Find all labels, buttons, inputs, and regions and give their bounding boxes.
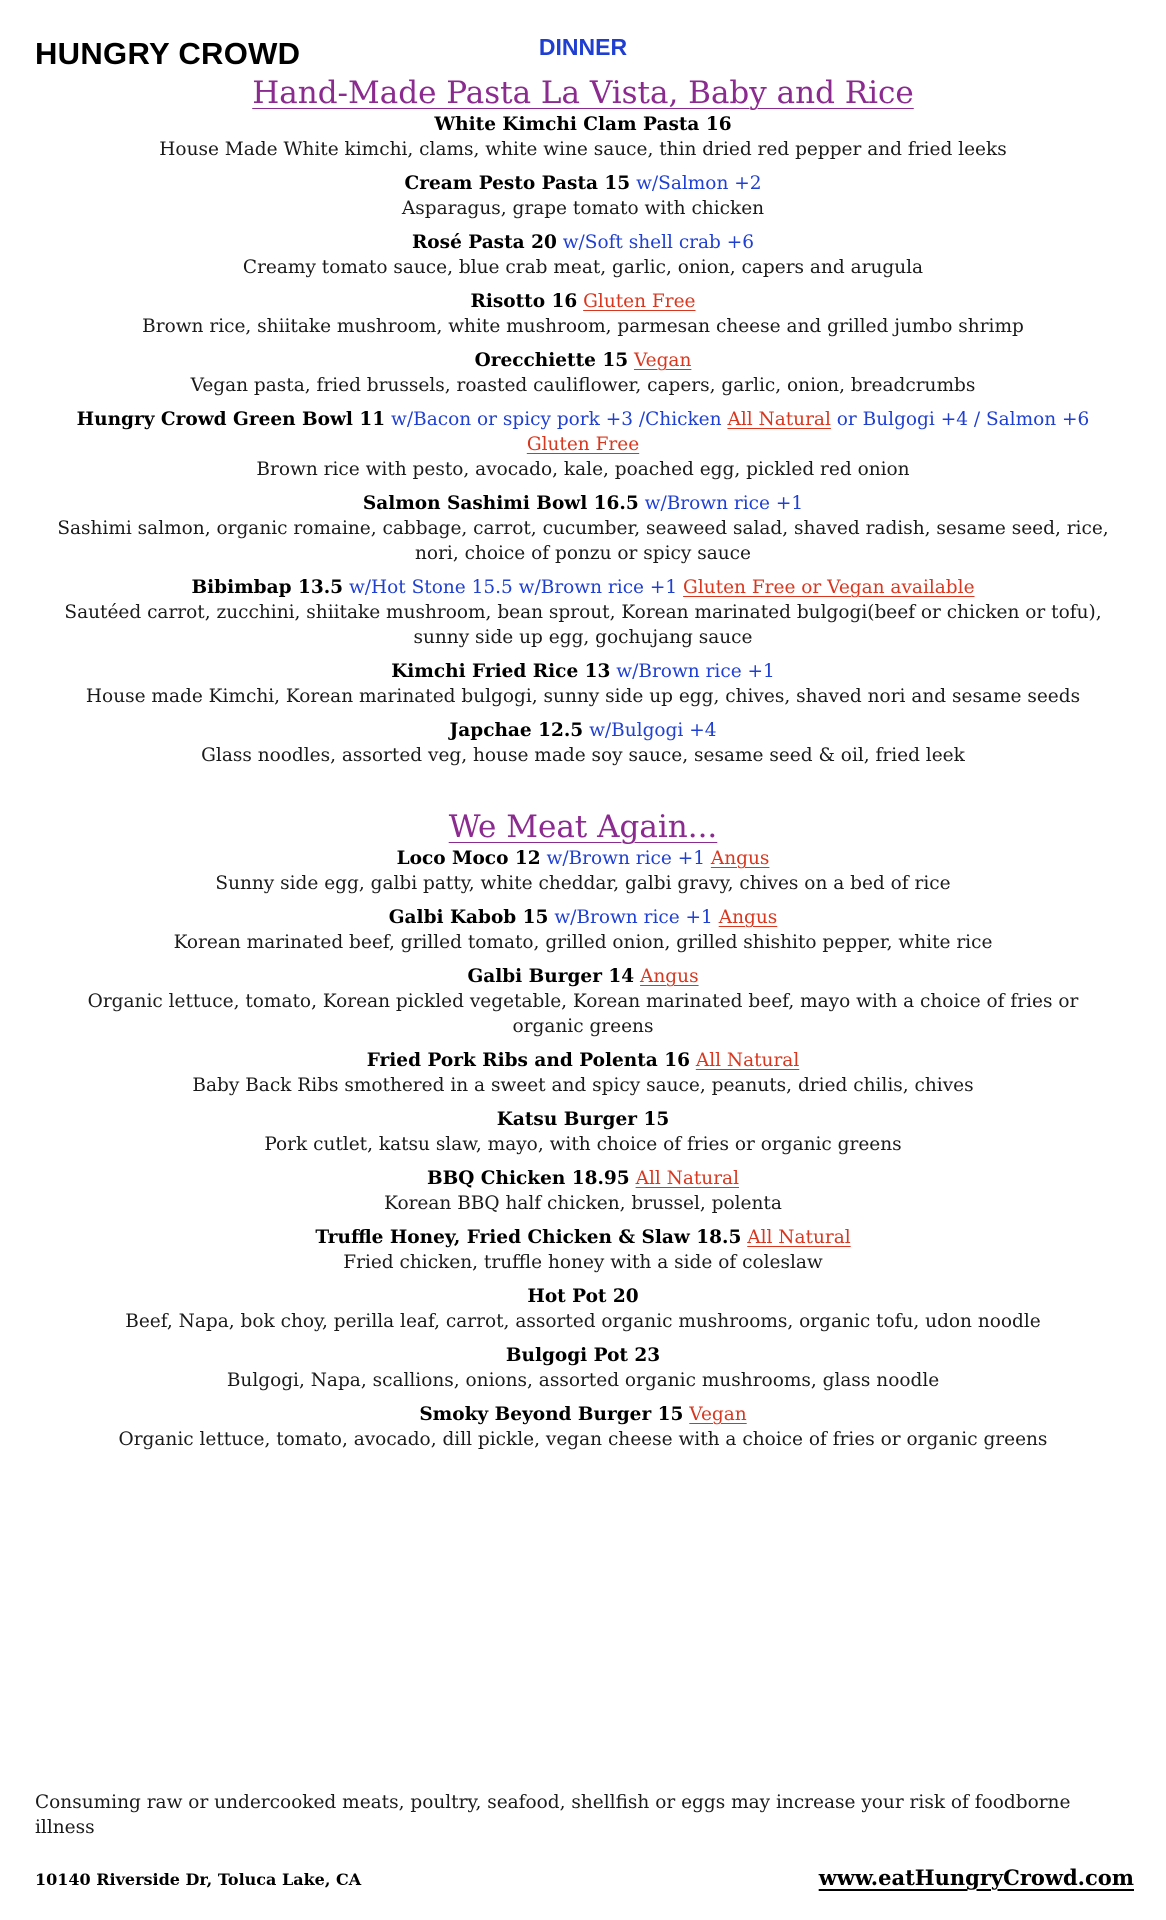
brand-name: HUNGRY CROWD — [35, 36, 301, 71]
menu-item-heading — [0, 230, 1166, 255]
menu-item-tag: All Natural — [695, 1050, 800, 1071]
menu-item-heading — [0, 1343, 1166, 1368]
menu-item-description: Beef, Napa, bok choy, perilla leaf, carrot, assorted organic mushrooms, organic tofu, udon noodle — [125, 1311, 1041, 1332]
menu-item-option: w/Brown rice +1 — [616, 661, 775, 682]
menu-item-tag: All Natural — [747, 1227, 851, 1248]
menu-item-tag: Gluten Free — [526, 434, 640, 455]
menu-item-description: House made Kimchi, Korean marinated bulgogi, sunny side up egg, chives, shaved nori and sesame seeds — [85, 686, 1081, 707]
restaurant-address: 10140 Riverside Dr, Toluca Lake, CA — [35, 1870, 362, 1889]
menu-item-heading — [0, 1284, 1166, 1309]
menu-item — [0, 1402, 1166, 1452]
menu-item-name: Galbi Kabob 15 — [388, 907, 549, 928]
menu-item-heading — [0, 1166, 1166, 1191]
menu-item-name: BBQ Chicken 18.95 — [426, 1168, 630, 1189]
menu-item-heading — [0, 1402, 1166, 1427]
menu-item-name: Bulgogi Pot 23 — [505, 1345, 661, 1366]
menu-item — [0, 718, 1166, 768]
menu-item-heading — [0, 112, 1166, 137]
menu-item — [0, 1284, 1166, 1334]
menu-item-heading — [0, 905, 1166, 930]
menu-body — [0, 74, 1166, 1461]
menu-item-description: Korean marinated beef, grilled tomato, grilled onion, grilled shishito pepper, white rice — [173, 932, 993, 953]
menu-item-option: w/Soft shell crab +6 — [562, 232, 755, 253]
menu-item-name: Smoky Beyond Burger 15 — [419, 1404, 684, 1425]
menu-item-tag: All Natural — [635, 1168, 740, 1189]
menu-item-description: Vegan pasta, fried brussels, roasted cauliflower, capers, garlic, onion, breadcrumbs — [190, 375, 976, 396]
menu-item-description: House Made White kimchi, clams, white wine sauce, thin dried red pepper and fried leeks — [159, 139, 1007, 160]
menu-item-heading — [0, 289, 1166, 314]
section-title-text: Hand-Made Pasta La Vista, Baby and Rice — [252, 75, 914, 111]
menu-item-name: Hungry Crowd Green Bowl 11 — [76, 409, 386, 430]
menu-item-description: Sashimi salmon, organic romaine, cabbage, carrot, cucumber, seaweed salad, shaved radish, sesame seed, rice, nori, choice of ponzu or spicy sauce — [57, 518, 1109, 564]
menu-item-heading — [0, 1225, 1166, 1250]
menu-item-name: White Kimchi Clam Pasta 16 — [434, 114, 732, 135]
menu-item-name: Loco Moco 12 — [396, 848, 541, 869]
menu-item-description: Brown rice with pesto, avocado, kale, poached egg, pickled red onion — [256, 459, 910, 480]
menu-item — [0, 171, 1166, 221]
menu-item-tag: Gluten Free or Vegan available — [683, 577, 975, 598]
menu-item-name: Rosé Pasta 20 — [411, 232, 557, 253]
menu-item — [0, 964, 1166, 1039]
menu-item — [0, 112, 1166, 162]
menu-item — [0, 230, 1166, 280]
menu-item-option: w/Salmon +2 — [636, 173, 762, 194]
menu-item — [0, 905, 1166, 955]
menu-item-name: Bibimbap 13.5 — [191, 577, 344, 598]
menu-item — [0, 659, 1166, 709]
menu-item-tag: Angus — [718, 907, 778, 928]
menu-item-name: Orecchiette 15 — [474, 350, 629, 371]
menu-item-heading — [0, 1048, 1166, 1073]
menu-item — [0, 348, 1166, 398]
menu-item-heading — [0, 964, 1166, 989]
menu-item-tag: All Natural — [727, 409, 831, 430]
menu-item-option: w/Bulgogi +4 — [589, 720, 717, 741]
menu-item — [0, 1225, 1166, 1275]
menu-item-description: Sautéed carrot, zucchini, shiitake mushroom, bean sprout, Korean marinated bulgogi(beef or chicken or tofu), sunny side up egg, gochujang sauce — [64, 602, 1102, 648]
menu-item — [0, 1107, 1166, 1157]
menu-item — [0, 491, 1166, 566]
menu-item — [0, 575, 1166, 650]
menu-item-description: Baby Back Ribs smothered in a sweet and spicy sauce, peanuts, dried chilis, chives — [192, 1075, 974, 1096]
menu-item-name: Hot Pot 20 — [527, 1286, 639, 1307]
menu-item-tag: Vegan — [689, 1404, 747, 1425]
menu-item — [0, 289, 1166, 339]
menu-item — [0, 1343, 1166, 1393]
menu-item-description: Pork cutlet, katsu slaw, mayo, with choice of fries or organic greens — [264, 1134, 902, 1155]
menu-item-description: Bulgogi, Napa, scallions, onions, assorted organic mushrooms, glass noodle — [226, 1370, 940, 1391]
menu-item-tag: Angus — [640, 966, 699, 987]
menu-item-heading — [0, 846, 1166, 871]
menu-item-option: w/Brown rice +1 — [546, 848, 705, 869]
menu-item-tag: Angus — [710, 848, 770, 869]
menu-item-name: Cream Pesto Pasta 15 — [404, 173, 631, 194]
menu-item-name: Kimchi Fried Rice 13 — [391, 661, 611, 682]
menu-item-description: Korean BBQ half chicken, brussel, polenta — [384, 1193, 782, 1214]
menu-item-name: Truffle Honey, Fried Chicken & Slaw 18.5 — [315, 1227, 742, 1248]
website-link[interactable]: www.eatHungryCrowd.com — [818, 1865, 1134, 1890]
menu-item-heading — [0, 171, 1166, 196]
menu-item-option: w/Brown rice +1 — [644, 493, 804, 514]
menu-item-heading — [0, 1107, 1166, 1132]
section-title — [0, 74, 1166, 112]
menu-item-heading — [0, 659, 1166, 684]
menu-item-tag: Gluten Free — [583, 291, 696, 312]
menu-item-tag: Vegan — [633, 350, 692, 371]
menu-item-name: Fried Pork Ribs and Polenta 16 — [366, 1050, 690, 1071]
menu-item — [0, 407, 1166, 482]
menu-item-description: Glass noodles, assorted veg, house made soy sauce, sesame seed & oil, fried leek — [201, 745, 965, 766]
menu-item-heading — [0, 407, 1166, 457]
menu-item-name: Salmon Sashimi Bowl 16.5 — [362, 493, 639, 514]
menu-item-heading — [0, 575, 1166, 600]
menu-item-heading — [0, 718, 1166, 743]
menu-item-option: w/Hot Stone 15.5 w/Brown rice +1 — [348, 577, 678, 598]
foodborne-warning: Consuming raw or undercooked meats, poultry, seafood, shellfish or eggs may increase your risk of foodborne illness — [35, 1792, 1071, 1838]
menu-item-description: Fried chicken, truffle honey with a side of coleslaw — [343, 1252, 823, 1273]
section-title — [0, 808, 1166, 846]
menu-item-name: Risotto 16 — [470, 291, 578, 312]
menu-item-heading — [0, 491, 1166, 516]
menu-item-description: Asparagus, grape tomato with chicken — [401, 198, 765, 219]
menu-item-name: Galbi Burger 14 — [467, 966, 635, 987]
menu-item — [0, 1166, 1166, 1216]
menu-item-name: Japchae 12.5 — [449, 720, 584, 741]
menu-item-description: Organic lettuce, tomato, Korean pickled vegetable, Korean marinated beef, mayo with a choice of fries or organic greens — [87, 991, 1079, 1037]
menu-item-description: Brown rice, shiitake mushroom, white mushroom, parmesan cheese and grilled jumbo shrimp — [142, 316, 1024, 337]
menu-item — [0, 1048, 1166, 1098]
menu-item-option: or Bulgogi +4 / Salmon +6 — [836, 409, 1090, 430]
meal-heading: DINNER — [538, 34, 628, 60]
menu-item-description: Sunny side egg, galbi patty, white cheddar, galbi gravy, chives on a bed of rice — [215, 873, 951, 894]
menu-item-description: Creamy tomato sauce, blue crab meat, garlic, onion, capers and arugula — [242, 257, 924, 278]
menu-item — [0, 846, 1166, 896]
menu-item-name: Katsu Burger 15 — [496, 1109, 670, 1130]
menu-item-heading — [0, 348, 1166, 373]
menu-item-option: w/Bacon or spicy pork +3 /Chicken — [391, 409, 722, 430]
menu-item-option: w/Brown rice +1 — [554, 907, 713, 928]
section-title-text: We Meat Again... — [448, 809, 718, 845]
menu-item-description: Organic lettuce, tomato, avocado, dill pickle, vegan cheese with a choice of fries or organic greens — [118, 1429, 1048, 1450]
